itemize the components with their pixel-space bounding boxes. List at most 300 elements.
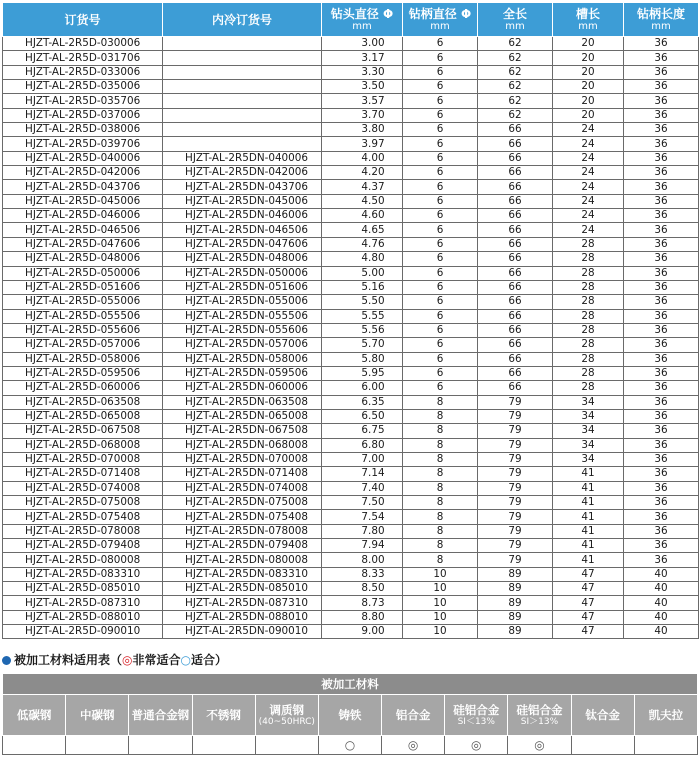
coolant-order-no-cell: HJZT-AL-2R5DN-083310 <box>163 567 322 581</box>
coolant-order-no-cell <box>163 108 322 122</box>
overall-length-cell: 89 <box>478 610 553 624</box>
material-label: 硅铝合金 <box>453 702 500 717</box>
table-row <box>3 625 699 639</box>
material-label: 不锈钢 <box>206 708 241 722</box>
table-row <box>3 323 699 337</box>
shank-length-cell: 36 <box>624 51 699 65</box>
flute-length-cell: 34 <box>553 409 624 423</box>
table-row <box>3 266 699 280</box>
table-row <box>3 381 699 395</box>
drill-diameter-cell: 8.00 <box>322 553 403 567</box>
material-header-cell <box>445 695 508 736</box>
flute-length-cell: 28 <box>553 266 624 280</box>
overall-length-cell: 79 <box>478 452 553 466</box>
table-row <box>3 395 699 409</box>
legend-paren-open: （ <box>110 653 123 667</box>
table-row <box>3 524 699 538</box>
table-row <box>3 209 699 223</box>
flute-length-cell: 24 <box>553 137 624 151</box>
order-no-cell: HJZT-AL-2R5D-042006 <box>3 166 163 180</box>
drill-diameter-cell: 6.50 <box>322 409 403 423</box>
coolant-order-no-cell: HJZT-AL-2R5DN-040006 <box>163 151 322 165</box>
coolant-order-no-cell: HJZT-AL-2R5DN-055006 <box>163 295 322 309</box>
order-no-cell: HJZT-AL-2R5D-047606 <box>3 237 163 251</box>
overall-length-cell: 66 <box>478 309 553 323</box>
legend-title: 被加工材料适用表 <box>14 653 111 667</box>
flute-length-cell: 28 <box>553 381 624 395</box>
shank-diameter-cell: 6 <box>403 266 478 280</box>
drill-diameter-cell: 4.60 <box>322 209 403 223</box>
drill-diameter-cell: 3.00 <box>322 37 403 51</box>
order-no-cell: HJZT-AL-2R5D-060006 <box>3 381 163 395</box>
header-label: 钻柄长度 <box>636 6 685 21</box>
drill-diameter-cell: 8.73 <box>322 596 403 610</box>
header-unit: mm <box>352 20 372 32</box>
shank-diameter-cell: 8 <box>403 467 478 481</box>
shank-length-cell: 36 <box>624 94 699 108</box>
shank-length-cell: 36 <box>624 295 699 309</box>
overall-length-cell: 66 <box>478 151 553 165</box>
drill-diameter-cell: 7.94 <box>322 539 403 553</box>
drill-diameter-cell: 6.35 <box>322 395 403 409</box>
coolant-order-no-cell: HJZT-AL-2R5DN-074008 <box>163 481 322 495</box>
flute-length-cell: 34 <box>553 395 624 409</box>
order-no-cell: HJZT-AL-2R5D-048006 <box>3 252 163 266</box>
flute-length-cell: 34 <box>553 424 624 438</box>
flute-length-cell: 20 <box>553 65 624 79</box>
shank-length-cell: 36 <box>624 381 699 395</box>
material-label: 凯夫拉 <box>648 708 684 722</box>
table-row <box>3 539 699 553</box>
material-suitability-table <box>2 673 698 755</box>
order-no-cell: HJZT-AL-2R5D-055606 <box>3 323 163 337</box>
table-row <box>3 366 699 380</box>
drill-diameter-cell: 3.50 <box>322 80 403 94</box>
coolant-order-no-cell: HJZT-AL-2R5DN-046506 <box>163 223 322 237</box>
coolant-order-no-cell: HJZT-AL-2R5DN-051606 <box>163 280 322 294</box>
order-no-cell: HJZT-AL-2R5D-068008 <box>3 438 163 452</box>
header-shank-length <box>624 3 699 37</box>
overall-length-cell: 79 <box>478 409 553 423</box>
coolant-order-no-cell: HJZT-AL-2R5DN-078008 <box>163 524 322 538</box>
shank-diameter-cell: 6 <box>403 123 478 137</box>
header-label: 钻柄直径 Φ <box>408 6 472 21</box>
shank-diameter-cell: 8 <box>403 438 478 452</box>
drill-diameter-cell: 4.65 <box>322 223 403 237</box>
drill-diameter-cell: 3.17 <box>322 51 403 65</box>
table-row <box>3 137 699 151</box>
flute-length-cell: 47 <box>553 582 624 596</box>
coolant-order-no-cell: HJZT-AL-2R5DN-075008 <box>163 496 322 510</box>
header-overall-length <box>478 3 553 37</box>
flute-length-cell: 28 <box>553 252 624 266</box>
flute-length-cell: 24 <box>553 180 624 194</box>
order-no-cell: HJZT-AL-2R5D-055506 <box>3 309 163 323</box>
shank-length-cell: 36 <box>624 309 699 323</box>
order-no-cell: HJZT-AL-2R5D-074008 <box>3 481 163 495</box>
overall-length-cell: 79 <box>478 496 553 510</box>
material-mark-cell <box>66 736 129 755</box>
shank-diameter-cell: 10 <box>403 567 478 581</box>
material-header-cell <box>3 695 66 736</box>
order-no-cell: HJZT-AL-2R5D-031706 <box>3 51 163 65</box>
shank-length-cell: 36 <box>624 137 699 151</box>
coolant-order-no-cell: HJZT-AL-2R5DN-060006 <box>163 381 322 395</box>
order-no-cell: HJZT-AL-2R5D-067508 <box>3 424 163 438</box>
material-mark-cell <box>192 736 255 755</box>
material-header-cell <box>192 695 255 736</box>
flute-length-cell: 34 <box>553 438 624 452</box>
shank-diameter-cell: 6 <box>403 338 478 352</box>
overall-length-cell: 79 <box>478 395 553 409</box>
shank-diameter-cell: 8 <box>403 539 478 553</box>
flute-length-cell: 47 <box>553 610 624 624</box>
shank-length-cell: 36 <box>624 553 699 567</box>
header-label: 内冷订货号 <box>211 12 272 27</box>
flute-length-cell: 24 <box>553 123 624 137</box>
table-row <box>3 80 699 94</box>
drill-diameter-cell: 5.00 <box>322 266 403 280</box>
material-table-title: 被加工材料 <box>3 674 698 695</box>
overall-length-cell: 66 <box>478 237 553 251</box>
overall-length-cell: 62 <box>478 51 553 65</box>
flute-length-cell: 47 <box>553 596 624 610</box>
table-row <box>3 481 699 495</box>
order-no-cell: HJZT-AL-2R5D-046506 <box>3 223 163 237</box>
order-no-cell: HJZT-AL-2R5D-039706 <box>3 137 163 151</box>
material-label: 钛合金 <box>585 708 620 722</box>
shank-diameter-cell: 6 <box>403 166 478 180</box>
material-label: 调质钢 <box>269 702 305 717</box>
drill-diameter-cell: 4.37 <box>322 180 403 194</box>
shank-diameter-cell: 10 <box>403 625 478 639</box>
header-label: 订货号 <box>64 12 101 27</box>
table-header-row <box>3 3 699 37</box>
drill-diameter-cell: 5.95 <box>322 366 403 380</box>
shank-length-cell: 36 <box>624 37 699 51</box>
header-order-no <box>3 3 163 37</box>
coolant-order-no-cell: HJZT-AL-2R5DN-043706 <box>163 180 322 194</box>
drill-diameter-cell: 7.80 <box>322 524 403 538</box>
shank-diameter-cell: 8 <box>403 510 478 524</box>
coolant-order-no-cell: HJZT-AL-2R5DN-075408 <box>163 510 322 524</box>
flute-length-cell: 28 <box>553 352 624 366</box>
flute-length-cell: 47 <box>553 625 624 639</box>
flute-length-cell: 28 <box>553 280 624 294</box>
shank-length-cell: 40 <box>624 625 699 639</box>
header-label: 钻头直径 Φ <box>330 6 394 21</box>
overall-length-cell: 79 <box>478 510 553 524</box>
drill-diameter-cell: 3.57 <box>322 94 403 108</box>
table-row <box>3 51 699 65</box>
drill-diameter-cell: 5.50 <box>322 295 403 309</box>
order-no-cell: HJZT-AL-2R5D-043706 <box>3 180 163 194</box>
flute-length-cell: 41 <box>553 539 624 553</box>
flute-length-cell: 24 <box>553 194 624 208</box>
header-shank-diameter <box>403 3 478 37</box>
shank-length-cell: 36 <box>624 65 699 79</box>
table-row <box>3 223 699 237</box>
table-row <box>3 180 699 194</box>
flute-length-cell: 20 <box>553 80 624 94</box>
shank-length-cell: 36 <box>624 280 699 294</box>
shank-diameter-cell: 6 <box>403 381 478 395</box>
shank-length-cell: 36 <box>624 352 699 366</box>
drill-diameter-cell: 4.50 <box>322 194 403 208</box>
header-unit: mm <box>651 20 671 32</box>
material-header-cell <box>255 695 318 736</box>
drill-diameter-cell: 5.55 <box>322 309 403 323</box>
drill-diameter-cell: 8.33 <box>322 567 403 581</box>
material-header-cell <box>129 695 192 736</box>
best-fit-icon: ◎ <box>122 653 133 667</box>
table-row <box>3 237 699 251</box>
header-coolant-order-no <box>163 3 322 37</box>
overall-length-cell: 62 <box>478 37 553 51</box>
overall-length-cell: 79 <box>478 553 553 567</box>
table-row <box>3 94 699 108</box>
coolant-order-no-cell: HJZT-AL-2R5DN-079408 <box>163 539 322 553</box>
order-no-cell: HJZT-AL-2R5D-075008 <box>3 496 163 510</box>
shank-diameter-cell: 10 <box>403 582 478 596</box>
best-fit-label: 非常适合 <box>132 653 181 667</box>
shank-length-cell: 36 <box>624 166 699 180</box>
shank-diameter-cell: 6 <box>403 252 478 266</box>
material-sublabel: SI＜13% <box>457 716 495 727</box>
overall-length-cell: 89 <box>478 567 553 581</box>
flute-length-cell: 20 <box>553 108 624 122</box>
table-row <box>3 280 699 294</box>
order-no-cell: HJZT-AL-2R5D-071408 <box>3 467 163 481</box>
drill-diameter-cell: 8.50 <box>322 582 403 596</box>
order-no-cell: HJZT-AL-2R5D-058006 <box>3 352 163 366</box>
best-fit-icon: ◎ <box>382 736 445 755</box>
shank-diameter-cell: 6 <box>403 80 478 94</box>
drill-diameter-cell: 4.80 <box>322 252 403 266</box>
good-fit-icon: ○ <box>318 736 381 755</box>
flute-length-cell: 34 <box>553 452 624 466</box>
material-label: 普通合金钢 <box>131 708 190 722</box>
coolant-order-no-cell: HJZT-AL-2R5DN-085010 <box>163 582 322 596</box>
order-no-cell: HJZT-AL-2R5D-079408 <box>3 539 163 553</box>
table-row <box>3 352 699 366</box>
overall-length-cell: 66 <box>478 338 553 352</box>
coolant-order-no-cell: HJZT-AL-2R5DN-042006 <box>163 166 322 180</box>
shank-length-cell: 36 <box>624 80 699 94</box>
order-no-cell: HJZT-AL-2R5D-046006 <box>3 209 163 223</box>
shank-length-cell: 36 <box>624 395 699 409</box>
coolant-order-no-cell: HJZT-AL-2R5DN-047606 <box>163 237 322 251</box>
overall-length-cell: 66 <box>478 166 553 180</box>
shank-diameter-cell: 6 <box>403 65 478 79</box>
overall-length-cell: 66 <box>478 295 553 309</box>
shank-length-cell: 36 <box>624 452 699 466</box>
flute-length-cell: 41 <box>553 496 624 510</box>
table-row <box>3 252 699 266</box>
table-row <box>3 37 699 51</box>
drill-diameter-cell: 5.56 <box>322 323 403 337</box>
coolant-order-no-cell: HJZT-AL-2R5DN-055506 <box>163 309 322 323</box>
table-row <box>3 338 699 352</box>
material-label: 铝合金 <box>395 708 431 722</box>
drill-diameter-cell: 9.00 <box>322 625 403 639</box>
table-row <box>3 438 699 452</box>
table-row <box>3 166 699 180</box>
overall-length-cell: 79 <box>478 438 553 452</box>
drill-diameter-cell: 4.20 <box>322 166 403 180</box>
overall-length-cell: 89 <box>478 596 553 610</box>
shank-length-cell: 36 <box>624 510 699 524</box>
shank-length-cell: 36 <box>624 524 699 538</box>
coolant-order-no-cell: HJZT-AL-2R5DN-080008 <box>163 553 322 567</box>
order-no-cell: HJZT-AL-2R5D-055006 <box>3 295 163 309</box>
overall-length-cell: 66 <box>478 123 553 137</box>
shank-diameter-cell: 8 <box>403 452 478 466</box>
flute-length-cell: 28 <box>553 237 624 251</box>
table-row <box>3 194 699 208</box>
overall-length-cell: 79 <box>478 424 553 438</box>
shank-diameter-cell: 6 <box>403 323 478 337</box>
order-no-cell: HJZT-AL-2R5D-035006 <box>3 80 163 94</box>
shank-diameter-cell: 8 <box>403 553 478 567</box>
overall-length-cell: 66 <box>478 280 553 294</box>
shank-diameter-cell: 8 <box>403 524 478 538</box>
shank-length-cell: 36 <box>624 209 699 223</box>
flute-length-cell: 41 <box>553 524 624 538</box>
shank-length-cell: 36 <box>624 151 699 165</box>
material-label: 硅铝合金 <box>516 702 563 717</box>
table-row <box>3 452 699 466</box>
shank-length-cell: 36 <box>624 424 699 438</box>
table-row <box>3 610 699 624</box>
drill-diameter-cell: 8.80 <box>322 610 403 624</box>
drill-diameter-cell: 3.97 <box>322 137 403 151</box>
table-row <box>3 582 699 596</box>
drill-diameter-cell: 7.50 <box>322 496 403 510</box>
coolant-order-no-cell <box>163 37 322 51</box>
shank-length-cell: 36 <box>624 223 699 237</box>
flute-length-cell: 28 <box>553 338 624 352</box>
header-flute-length <box>553 3 624 37</box>
shank-diameter-cell: 6 <box>403 295 478 309</box>
shank-length-cell: 40 <box>624 567 699 581</box>
order-no-cell: HJZT-AL-2R5D-050006 <box>3 266 163 280</box>
flute-length-cell: 20 <box>553 51 624 65</box>
overall-length-cell: 66 <box>478 180 553 194</box>
shank-diameter-cell: 6 <box>403 194 478 208</box>
flute-length-cell: 20 <box>553 94 624 108</box>
flute-length-cell: 24 <box>553 151 624 165</box>
table-row <box>3 496 699 510</box>
coolant-order-no-cell: HJZT-AL-2R5DN-063508 <box>163 395 322 409</box>
coolant-order-no-cell: HJZT-AL-2R5DN-050006 <box>163 266 322 280</box>
shank-diameter-cell: 6 <box>403 209 478 223</box>
legend-paren-close: ） <box>215 653 228 667</box>
flute-length-cell: 28 <box>553 323 624 337</box>
flute-length-cell: 28 <box>553 295 624 309</box>
material-marks-row <box>3 736 698 755</box>
overall-length-cell: 62 <box>478 94 553 108</box>
best-fit-icon: ◎ <box>508 736 571 755</box>
shank-length-cell: 36 <box>624 266 699 280</box>
shank-diameter-cell: 6 <box>403 94 478 108</box>
material-sublabel: SI＞13% <box>520 716 559 727</box>
shank-length-cell: 36 <box>624 252 699 266</box>
drill-diameter-cell: 6.75 <box>322 424 403 438</box>
shank-diameter-cell: 6 <box>403 237 478 251</box>
table-row <box>3 309 699 323</box>
table-row <box>3 553 699 567</box>
material-header-cell <box>318 695 381 736</box>
drill-diameter-cell: 7.54 <box>322 510 403 524</box>
order-no-cell: HJZT-AL-2R5D-078008 <box>3 524 163 538</box>
overall-length-cell: 66 <box>478 266 553 280</box>
overall-length-cell: 66 <box>478 323 553 337</box>
coolant-order-no-cell <box>163 94 322 108</box>
material-mark-cell <box>129 736 192 755</box>
order-no-cell: HJZT-AL-2R5D-087310 <box>3 596 163 610</box>
flute-length-cell: 41 <box>553 510 624 524</box>
material-header-cell <box>571 695 634 736</box>
overall-length-cell: 62 <box>478 65 553 79</box>
header-label: 全长 <box>502 6 527 21</box>
order-no-cell: HJZT-AL-2R5D-040006 <box>3 151 163 165</box>
overall-length-cell: 66 <box>478 352 553 366</box>
header-label: 槽长 <box>575 6 600 21</box>
shank-diameter-cell: 6 <box>403 151 478 165</box>
order-no-cell: HJZT-AL-2R5D-075408 <box>3 510 163 524</box>
overall-length-cell: 62 <box>478 80 553 94</box>
table-row <box>3 567 699 581</box>
coolant-order-no-cell: HJZT-AL-2R5DN-071408 <box>163 467 322 481</box>
shank-diameter-cell: 8 <box>403 481 478 495</box>
shank-diameter-cell: 8 <box>403 424 478 438</box>
drill-spec-table <box>2 2 699 639</box>
table-row <box>3 424 699 438</box>
drill-diameter-cell: 7.00 <box>322 452 403 466</box>
shank-length-cell: 36 <box>624 539 699 553</box>
header-unit: mm <box>430 20 450 32</box>
flute-length-cell: 47 <box>553 567 624 581</box>
shank-length-cell: 40 <box>624 610 699 624</box>
coolant-order-no-cell: HJZT-AL-2R5DN-045006 <box>163 194 322 208</box>
shank-diameter-cell: 6 <box>403 108 478 122</box>
drill-diameter-cell: 4.76 <box>322 237 403 251</box>
coolant-order-no-cell: HJZT-AL-2R5DN-090010 <box>163 625 322 639</box>
order-no-cell: HJZT-AL-2R5D-051606 <box>3 280 163 294</box>
drill-diameter-cell: 5.70 <box>322 338 403 352</box>
drill-diameter-cell: 6.80 <box>322 438 403 452</box>
material-mark-cell <box>255 736 318 755</box>
order-no-cell: HJZT-AL-2R5D-030006 <box>3 37 163 51</box>
material-header-cell <box>382 695 445 736</box>
drill-diameter-cell: 3.70 <box>322 108 403 122</box>
drill-diameter-cell: 7.40 <box>322 481 403 495</box>
header-drill-diameter <box>322 3 403 37</box>
order-no-cell: HJZT-AL-2R5D-085010 <box>3 582 163 596</box>
overall-length-cell: 66 <box>478 252 553 266</box>
shank-length-cell: 40 <box>624 582 699 596</box>
order-no-cell: HJZT-AL-2R5D-033006 <box>3 65 163 79</box>
header-unit: mm <box>578 20 598 32</box>
material-header-cell <box>508 695 571 736</box>
material-legend <box>2 652 227 668</box>
shank-length-cell: 36 <box>624 338 699 352</box>
shank-diameter-cell: 6 <box>403 309 478 323</box>
table-row <box>3 123 699 137</box>
table-row <box>3 467 699 481</box>
flute-length-cell: 20 <box>553 37 624 51</box>
